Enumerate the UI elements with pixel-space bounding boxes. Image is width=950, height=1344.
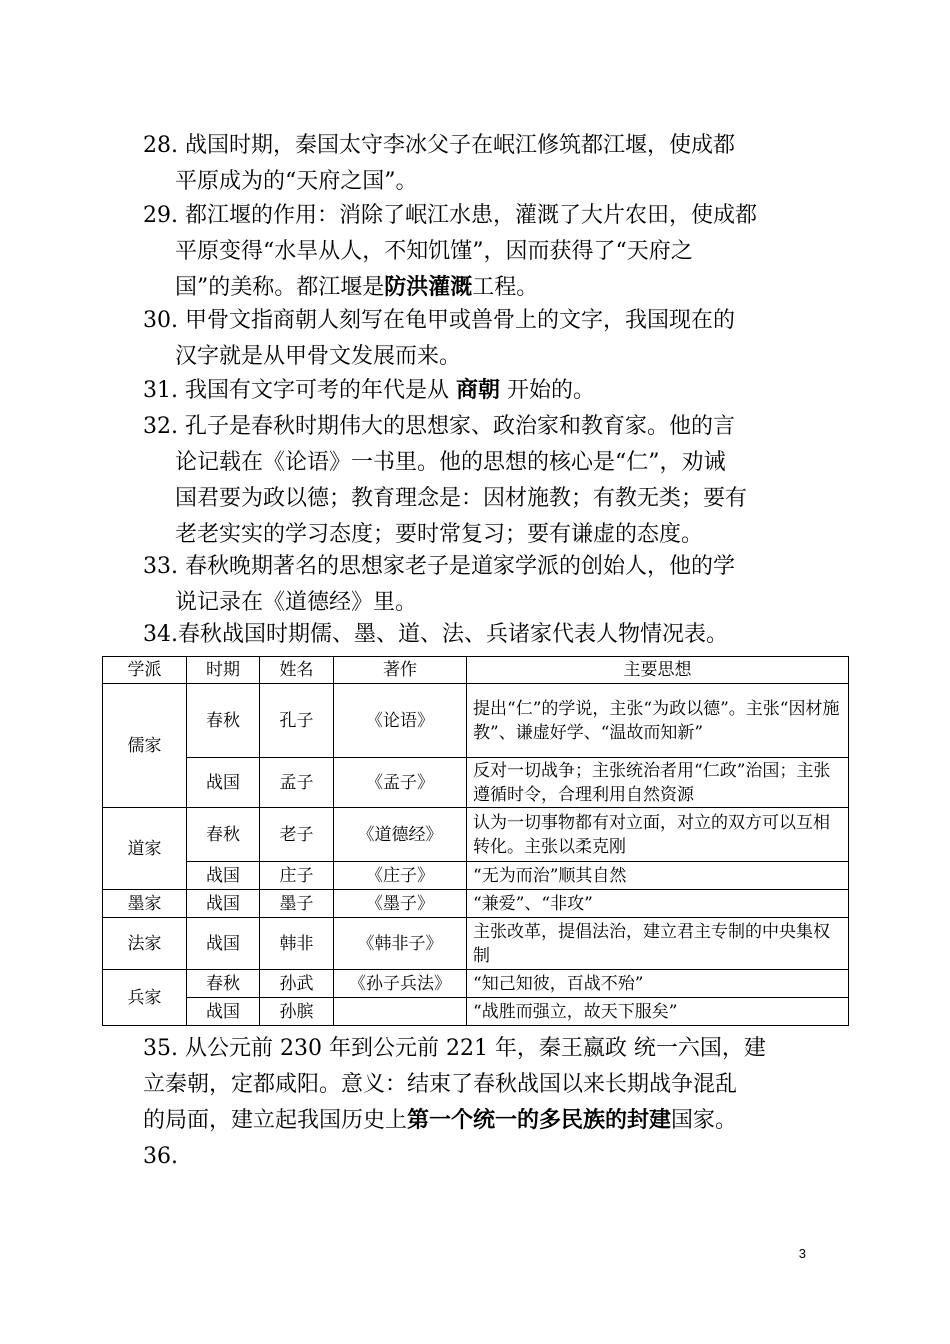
- schools-table: [102, 656, 849, 1026]
- item-35-line-3: [143, 1103, 813, 1139]
- item-30: [143, 303, 813, 375]
- table-row: [103, 998, 849, 1026]
- table-row: [103, 684, 849, 758]
- period-cell: 战国: [187, 918, 260, 970]
- school-cell: 法家: [103, 918, 187, 970]
- school-cell: 道家: [103, 808, 187, 890]
- idea-cell: “战胜而强立，故天下服矣”: [467, 998, 849, 1026]
- item-31: [143, 373, 813, 409]
- header-idea: 主要思想: [467, 657, 849, 684]
- item-35-bold-term: 第一个统一的多民族的封建: [407, 1108, 672, 1133]
- school-cell: 兵家: [103, 970, 187, 1026]
- item-33-line-1: 33. 春秋晚期著名的思想家老子是道家学派的创始人，他的学: [143, 554, 735, 579]
- item-29-line-3-pre: 国”的美称。都江堰是: [175, 275, 385, 300]
- idea-cell: “无为而治”顺其自然: [467, 862, 849, 890]
- work-cell: 《孙子兵法》: [334, 970, 467, 998]
- idea-cell: 认为一切事物都有对立面，对立的双方可以互相转化。主张以柔克刚: [467, 808, 849, 862]
- work-cell: 《论语》: [334, 684, 467, 758]
- item-30-line-2: 汉字就是从甲骨文发展而来。: [175, 344, 462, 369]
- idea-cell: “知己知彼，百战不殆”: [467, 970, 849, 998]
- table-row: [103, 918, 849, 970]
- item-29-bold-term: 防洪灌溉: [384, 275, 473, 300]
- idea-cell: 主张改革，提倡法治，建立君主专制的中央集权制: [467, 918, 849, 970]
- idea-cell: “兼爱”、“非攻”: [467, 890, 849, 918]
- item-31-post: 开始的。: [500, 378, 595, 403]
- item-36-label: 36.: [143, 1144, 178, 1169]
- item-33-line-2: 说记录在《道德经》里。: [175, 590, 418, 615]
- table-row: [103, 758, 849, 808]
- item-35-line-1: 35. 从公元前 230 年到公元前 221 年，秦王嬴政 统一六国，建: [143, 1036, 766, 1061]
- work-cell: 《墨子》: [334, 890, 467, 918]
- table-row: [103, 970, 849, 998]
- table-row: [103, 862, 849, 890]
- header-work: 著作: [334, 657, 467, 684]
- item-31-line-1: [143, 373, 813, 409]
- name-cell: 孙膑: [260, 998, 334, 1026]
- header-period: 时期: [187, 657, 260, 684]
- item-35-line-2: 立秦朝，定都咸阳。意义：结束了春秋战国以来长期战争混乱: [143, 1072, 738, 1097]
- item-28: [143, 128, 813, 200]
- item-29: [143, 198, 813, 306]
- period-cell: 春秋: [187, 684, 260, 758]
- name-cell: 墨子: [260, 890, 334, 918]
- table-row: [103, 808, 849, 862]
- school-cell: 儒家: [103, 684, 187, 808]
- item-34: [143, 617, 813, 653]
- period-cell: 战国: [187, 862, 260, 890]
- item-28-line-2: 平原成为的“天府之国”。: [175, 169, 418, 194]
- period-cell: 战国: [187, 758, 260, 808]
- work-cell: 《庄子》: [334, 862, 467, 890]
- item-30-line-1: 30. 甲骨文指商朝人刻写在龟甲或兽骨上的文字，我国现在的: [143, 308, 735, 333]
- period-cell: 春秋: [187, 808, 260, 862]
- item-35: [143, 1031, 813, 1175]
- table-row: [103, 890, 849, 918]
- name-cell: 韩非: [260, 918, 334, 970]
- work-cell: [334, 998, 467, 1026]
- item-28-line-1: 28. 战国时期，秦国太守李冰父子在岷江修筑都江堰，使成都: [143, 133, 735, 158]
- item-29-line-1: 29. 都江堰的作用：消除了岷江水患，灌溉了大片农田，使成都: [143, 203, 757, 228]
- name-cell: 孙武: [260, 970, 334, 998]
- name-cell: 老子: [260, 808, 334, 862]
- name-cell: 孟子: [260, 758, 334, 808]
- item-35-line-3-pre: 的局面，建立起我国历史上: [143, 1108, 408, 1133]
- work-cell: 《孟子》: [334, 758, 467, 808]
- item-34-line-1: 34.春秋战国时期儒、墨、道、法、兵诸家代表人物情况表。: [143, 622, 728, 647]
- header-school: 学派: [103, 657, 187, 684]
- work-cell: 《韩非子》: [334, 918, 467, 970]
- idea-cell: 提出“仁”的学说，主张“为政以德”。主张“因材施教”、谦虚好学、“温故而知新”: [467, 684, 849, 758]
- item-32-line-2: 论记载在《论语》一书里。他的思想的核心是“仁”，劝诫: [175, 450, 726, 475]
- page-number: 3: [798, 1246, 806, 1261]
- item-32-line-4: 老老实实的学习态度；要时常复习；要有谦虚的态度。: [175, 522, 704, 547]
- item-32: [143, 409, 813, 553]
- item-31-pre: 31. 我国有文字可考的年代是从: [143, 378, 456, 403]
- idea-cell: 反对一切战争；主张统治者用“仁政”治国；主张遵循时令，合理利用自然资源: [467, 758, 849, 808]
- name-cell: 庄子: [260, 862, 334, 890]
- item-31-bold-term: 商朝: [455, 378, 500, 403]
- period-cell: 春秋: [187, 970, 260, 998]
- item-32-line-1: 32. 孔子是春秋时期伟大的思想家、政治家和教育家。他的言: [143, 414, 735, 439]
- item-32-line-3: 国君要为政以德；教育理念是：因材施教；有教无类；要有: [175, 486, 748, 511]
- period-cell: 战国: [187, 998, 260, 1026]
- item-33: [143, 549, 813, 621]
- header-name: 姓名: [260, 657, 334, 684]
- period-cell: 战国: [187, 890, 260, 918]
- school-cell: 墨家: [103, 890, 187, 918]
- work-cell: 《道德经》: [334, 808, 467, 862]
- item-29-line-3: [143, 270, 813, 306]
- item-29-line-2: 平原变得“水旱从人，不知饥馑”，因而获得了“天府之: [175, 239, 693, 264]
- item-35-line-3-post: 国家。: [671, 1108, 738, 1133]
- table-header-row: [103, 657, 849, 684]
- item-29-line-3-post: 工程。: [472, 275, 539, 300]
- name-cell: 孔子: [260, 684, 334, 758]
